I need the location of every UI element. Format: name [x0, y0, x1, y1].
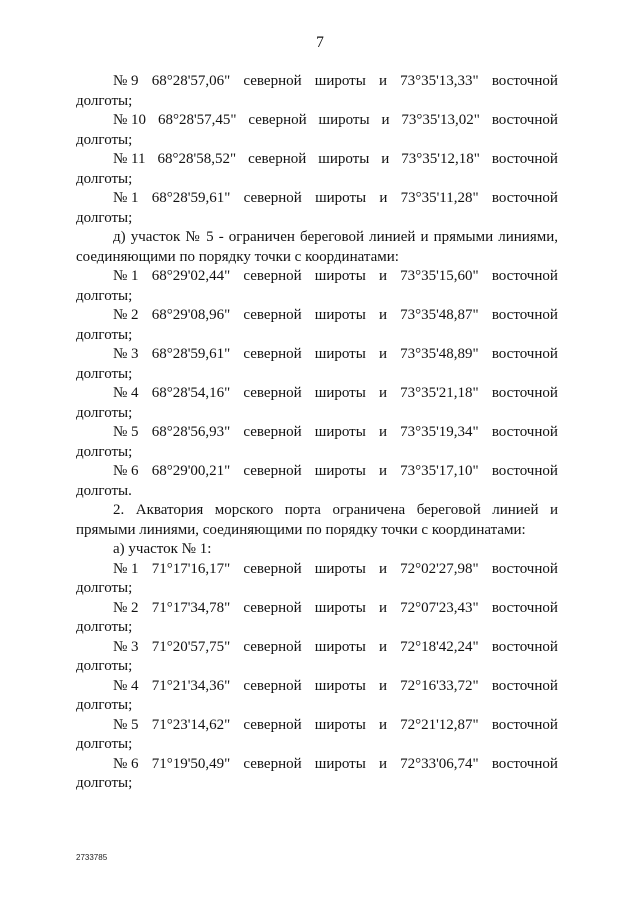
longitude-word: восточной [491, 112, 558, 128]
latitude-value: 71°19'50,49" [151, 755, 231, 772]
section-heading-d-cont: соединяющими по порядку точки с координатами: [76, 248, 399, 265]
latitude-word: северной [243, 716, 302, 733]
point-number: № 6 [113, 463, 139, 479]
latitude-word: северной [243, 677, 302, 694]
conjunction: и [378, 385, 387, 401]
latitude-value: 68°28'58,52" [157, 151, 237, 167]
latitude-word2: широты [314, 463, 366, 479]
conjunction: и [378, 463, 387, 479]
latitude-word: северной [243, 638, 302, 655]
point-number: № 4 [113, 677, 139, 694]
latitude-word: северной [243, 385, 302, 401]
point-number: № 2 [113, 599, 139, 616]
longitude-word: восточной [491, 73, 558, 89]
coordinate-list-d [76, 267, 558, 501]
conjunction: и [378, 677, 387, 694]
longitude-continuation: долготы; [76, 658, 133, 674]
conjunction: и [381, 112, 390, 128]
latitude-word: северной [243, 268, 302, 284]
latitude-word2: широты [314, 716, 366, 733]
latitude-value: 68°28'56,93" [151, 424, 231, 440]
latitude-value: 68°29'02,44" [151, 268, 231, 284]
point-number: № 4 [113, 385, 139, 401]
conjunction: и [378, 716, 387, 733]
coordinate-point [76, 306, 558, 345]
coordinate-point [76, 345, 558, 384]
latitude-value: 68°28'54,16" [151, 385, 231, 401]
latitude-word: северной [243, 424, 302, 440]
document-code: 2733785 [76, 853, 108, 862]
longitude-continuation: долготы; [76, 131, 133, 148]
coordinate-point [76, 111, 558, 150]
coordinate-point [76, 560, 558, 599]
longitude-continuation: долготы; [76, 404, 133, 421]
coordinate-point [76, 638, 558, 677]
coordinate-point [76, 462, 558, 501]
latitude-value: 68°28'57,45" [157, 112, 237, 128]
point-number: № 6 [113, 755, 139, 772]
conjunction: и [378, 424, 387, 440]
latitude-word2: широты [314, 638, 366, 655]
latitude-word: северной [243, 755, 302, 772]
latitude-word2: широты [314, 307, 366, 323]
longitude-value: 72°16'33,72" [400, 677, 479, 694]
longitude-continuation: долготы; [76, 736, 133, 752]
coordinate-point [76, 716, 558, 755]
longitude-word: восточной [491, 424, 558, 440]
longitude-word: восточной [491, 346, 558, 362]
page-number: 7 [316, 34, 324, 51]
latitude-value: 68°28'59,61" [151, 346, 231, 362]
point-number: № 5 [113, 424, 139, 440]
longitude-word: восточной [491, 463, 558, 479]
conjunction: и [381, 151, 390, 167]
longitude-word: восточной [491, 268, 558, 284]
longitude-word: восточной [491, 599, 558, 616]
longitude-continuation: долготы; [76, 580, 133, 596]
longitude-value: 73°35'48,87" [400, 307, 479, 323]
point-number: № 5 [113, 716, 139, 733]
conjunction: и [378, 560, 387, 577]
longitude-continuation: долготы; [76, 697, 133, 713]
longitude-continuation: долготы; [76, 775, 133, 791]
latitude-value: 71°20'57,75" [151, 638, 231, 655]
longitude-value: 72°02'27,98" [400, 560, 479, 577]
conjunction: и [378, 73, 387, 89]
latitude-word2: широты [314, 677, 366, 694]
conjunction: и [378, 599, 387, 616]
longitude-value: 73°35'12,18" [401, 151, 480, 167]
longitude-value: 72°18'42,24" [400, 638, 479, 655]
point-number: № 3 [113, 638, 139, 655]
longitude-value: 72°33'06,74" [400, 755, 479, 772]
latitude-word: северной [243, 599, 302, 616]
longitude-word: восточной [491, 716, 558, 733]
point-number: № 9 [113, 73, 139, 89]
longitude-word: восточной [491, 560, 558, 577]
latitude-word2: широты [318, 151, 370, 167]
coordinate-point [76, 267, 558, 306]
point-number: № 3 [113, 346, 139, 362]
latitude-word2: широты [314, 73, 366, 89]
point-number: № 1 [113, 560, 139, 577]
longitude-value: 73°35'13,33" [400, 73, 479, 89]
point-number: № 2 [113, 307, 139, 323]
longitude-word: восточной [491, 677, 558, 694]
conjunction: и [378, 307, 387, 323]
coordinate-point [76, 599, 558, 638]
coordinate-point [76, 677, 558, 716]
longitude-value: 73°35'15,60" [400, 268, 479, 284]
latitude-word2: широты [314, 755, 366, 772]
longitude-word: восточной [491, 385, 558, 401]
latitude-word2: широты [314, 560, 366, 577]
longitude-value: 73°35'19,34" [400, 424, 479, 440]
document-body [76, 72, 558, 794]
longitude-word: восточной [491, 190, 558, 206]
latitude-value: 68°29'00,21" [151, 463, 231, 479]
longitude-continuation: долготы; [76, 170, 133, 187]
latitude-value: 71°17'34,78" [151, 599, 231, 616]
latitude-word: северной [248, 112, 307, 128]
longitude-continuation: долготы; [76, 365, 133, 382]
longitude-value: 73°35'13,02" [401, 112, 480, 128]
section-heading-d: д) участок № 5 - ограничен береговой линией и прямыми линиями, [113, 229, 558, 245]
longitude-value: 73°35'21,18" [400, 385, 479, 401]
subsection-a-heading: а) участок № 1: [113, 541, 212, 557]
latitude-word2: широты [314, 599, 366, 616]
longitude-continuation: долготы; [76, 287, 133, 304]
coordinate-point [76, 150, 558, 189]
conjunction: и [378, 346, 387, 362]
longitude-continuation: долготы. [76, 482, 132, 499]
coordinate-point [76, 72, 558, 111]
latitude-word: северной [243, 346, 302, 362]
point-number: № 10 [113, 112, 147, 128]
latitude-word2: широты [314, 424, 366, 440]
longitude-word: восточной [491, 151, 558, 167]
section-2-paragraph: 2. Акватория морского порта ограничена береговой линией и [113, 502, 558, 518]
longitude-continuation: долготы; [76, 326, 133, 343]
coordinate-point [76, 189, 558, 228]
section-2-paragraph-cont: прямыми линиями, соединяющими по порядку точки с координатами: [76, 521, 526, 538]
latitude-value: 68°29'08,96" [151, 307, 231, 323]
longitude-continuation: долготы; [76, 443, 133, 460]
coordinate-point [76, 384, 558, 423]
longitude-value: 72°07'23,43" [400, 599, 479, 616]
latitude-value: 71°23'14,62" [151, 716, 231, 733]
latitude-word2: широты [314, 268, 366, 284]
latitude-value: 71°17'16,17" [151, 560, 231, 577]
longitude-continuation: долготы; [76, 619, 133, 635]
conjunction: и [378, 268, 387, 284]
conjunction: и [378, 638, 387, 655]
latitude-word: северной [243, 307, 302, 323]
latitude-value: 68°28'57,06" [151, 73, 231, 89]
latitude-word: северной [243, 73, 302, 89]
conjunction: и [378, 755, 387, 772]
conjunction: и [379, 190, 388, 206]
longitude-value: 73°35'48,89" [400, 346, 479, 362]
coordinate-list-top [76, 72, 558, 228]
longitude-continuation: долготы; [76, 92, 133, 109]
latitude-word2: широты [315, 190, 367, 206]
coordinate-list-2a [76, 560, 558, 794]
point-number: № 1 [113, 268, 139, 284]
latitude-word2: широты [318, 112, 370, 128]
longitude-word: восточной [491, 755, 558, 772]
longitude-value: 73°35'17,10" [400, 463, 479, 479]
point-number: № 1 [113, 190, 139, 206]
latitude-word2: широты [314, 385, 366, 401]
latitude-word2: широты [314, 346, 366, 362]
longitude-word: восточной [491, 307, 558, 323]
longitude-continuation: долготы; [76, 209, 133, 226]
longitude-value: 72°21'12,87" [400, 716, 479, 733]
latitude-word: северной [243, 560, 302, 577]
latitude-word: северной [243, 190, 302, 206]
point-number: № 11 [113, 151, 146, 167]
latitude-word: северной [248, 151, 307, 167]
latitude-word: северной [243, 463, 302, 479]
latitude-value: 71°21'34,36" [151, 677, 231, 694]
coordinate-point [76, 423, 558, 462]
latitude-value: 68°28'59,61" [151, 190, 231, 206]
coordinate-point [76, 755, 558, 794]
longitude-word: восточной [491, 638, 558, 655]
longitude-value: 73°35'11,28" [400, 190, 479, 206]
